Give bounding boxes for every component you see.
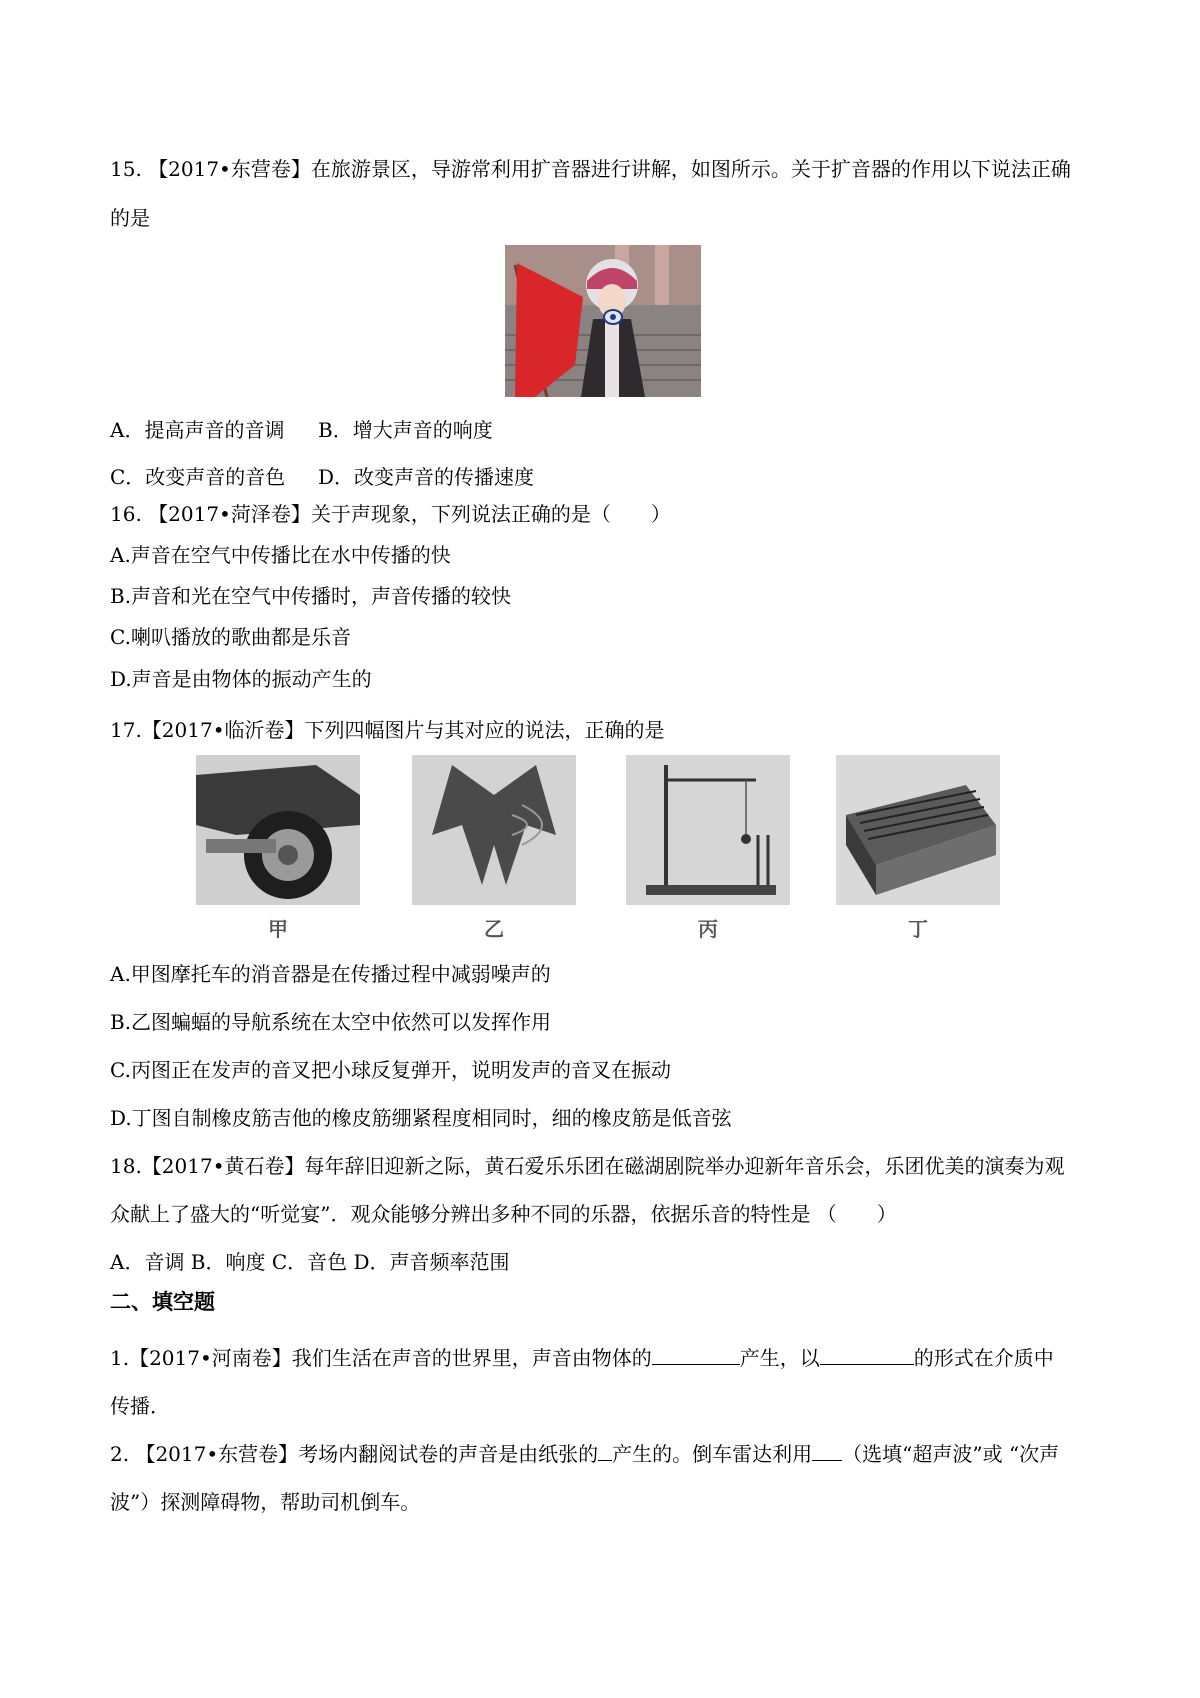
q16-option-b: B.声音和光在空气中传播时，声音传播的较快 [110,584,512,608]
fill2-text-part3: （选填“超声波”或 “次声 [842,1442,1060,1466]
q16-option-a: A.声音在空气中传播比在水中传播的快 [110,543,451,567]
q17-option-c: C.丙图正在发声的音叉把小球反复弹开，说明发声的音叉在振动 [110,1058,671,1082]
section-title-fill-in: 二、填空题 [110,1290,215,1314]
q17-label-ding: 丁 [908,917,928,941]
q15-option-b: B．增大声音的响度 [318,418,493,442]
q15-option-a: A．提高声音的音调 [110,418,285,442]
q15-option-d: D．改变声音的传播速度 [318,465,535,489]
q17-stem: 17.【2017•临沂卷】下列四幅图片与其对应的说法，正确的是 [110,718,665,742]
q16-option-c: C.喇叭播放的歌曲都是乐音 [110,625,351,649]
q18-stem-line2: 众献上了盛大的“听觉宴”．观众能够分辨出多种不同的乐器，依据乐音的特性是 （ ） [110,1202,897,1226]
fill1-text-part3: 的形式在介质中 [913,1346,1054,1370]
q17-image-tuning-fork [626,755,790,905]
fill2-blank-2[interactable] [812,1444,842,1461]
fill1-text-part2: 产生，以 [739,1346,820,1370]
q18-stem-line1: 18.【2017•黄石卷】每年辞旧迎新之际，黄石爱乐乐团在磁湖剧院举办迎新年音乐会，乐团优美的演奏为观 [110,1154,1065,1178]
fill2-line1 [110,1442,1059,1466]
fill2-blank-1[interactable] [598,1444,612,1461]
q15-stem-line1: 15. 【2017•东营卷】在旅游景区，导游常利用扩音器进行讲解，如图所示。关于扩音器的作用以下说法正确 [110,157,1071,181]
fill1-text-part1: 1.【2017•河南卷】我们生活在声音的世界里，声音由物体的 [110,1346,652,1370]
fill1-blank-1[interactable] [652,1348,740,1365]
fill1-line2: 传播． [110,1394,170,1418]
fill1-line1 [110,1346,1054,1370]
fill2-text-part2: 产生的。倒车雷达利用 [612,1442,813,1466]
q17-label-yi: 乙 [484,917,504,941]
fill2-text-part1: 2. 【2017•东营卷】考场内翻阅试卷的声音是由纸张的 [110,1442,599,1466]
q18-options: A．音调 B．响度 C．音色 D．声音频率范围 [110,1250,510,1274]
q17-image-bat [412,755,576,905]
q17-label-bing: 丙 [698,917,718,941]
q17-label-jia: 甲 [268,917,288,941]
q15-photo-tour-guide [505,245,701,397]
q17-option-d: D.丁图自制橡皮筋吉他的橡皮筋绷紧程度相同时，细的橡皮筋是低音弦 [110,1106,732,1130]
q17-image-motorcycle [196,755,360,905]
q17-image-rubber-band-guitar [836,755,1000,905]
q17-option-a: A.甲图摩托车的消音器是在传播过程中减弱噪声的 [110,962,551,986]
q16-option-d: D.声音是由物体的振动产生的 [110,667,372,691]
q16-stem: 16. 【2017•菏泽卷】关于声现象，下列说法正确的是（ ） [110,502,671,526]
q15-option-c: C．改变声音的音色 [110,465,286,489]
q17-figure-strip [196,755,1008,943]
q17-option-b: B.乙图蝙蝠的导航系统在太空中依然可以发挥作用 [110,1010,552,1034]
q15-stem-line2: 的是 [110,206,150,230]
fill2-line2: 波”）探测障碍物，帮助司机倒车。 [110,1490,421,1514]
fill1-blank-2[interactable] [820,1348,914,1365]
